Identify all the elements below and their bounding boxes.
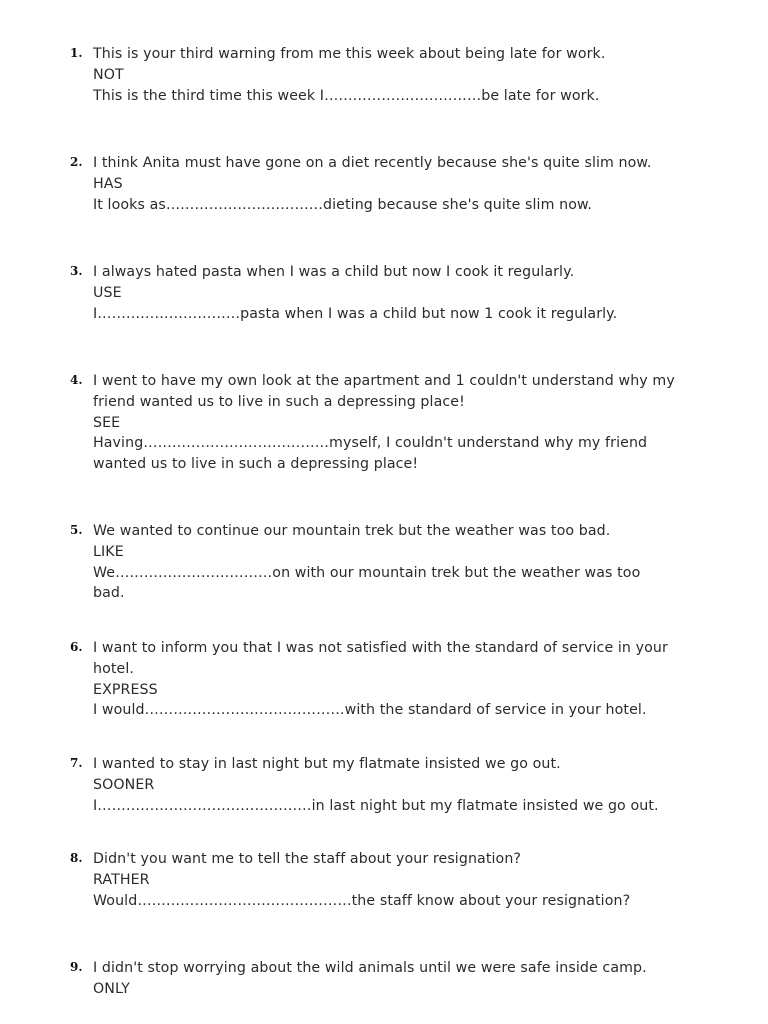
original-sentence: I want to inform you that I was not satisfied with the standard of service in your [93,640,668,656]
rewrite-sentence: I………………………………………in last night but my flatmate insisted we go out. [93,797,659,814]
item-number: 4. [70,373,83,387]
rewrite-sentence: I would……………………………………with the standard of service in your hotel. [93,702,647,719]
original-sentence: I always hated pasta when I was a child but now I cook it regularly. [93,264,575,280]
key-word: SOONER [93,776,155,793]
item-text [93,754,733,816]
rewrite-sentence: Would………………………………………the staff know about your resignation? [93,892,631,909]
rewrite-sentence: We……………………………on with our mountain trek but the weather was too [93,564,641,581]
key-word: RATHER [93,871,150,888]
original-sentence: Didn't you want me to tell the staff about your resignation? [93,851,522,867]
key-word: LIKE [93,543,124,560]
original-sentence: I didn't stop worrying about the wild animals until we were safe inside camp. [93,960,647,976]
key-word: ONLY [93,980,130,997]
original-sentence: This is your third warning from me this week about being late for work. [93,46,606,62]
rewrite-sentence-cont: wanted us to live in such a depressing place! [93,456,419,473]
item-number: 5. [70,523,83,537]
original-sentence: I wanted to stay in last night but my flatmate insisted we go out. [93,756,561,772]
key-word: USE [93,284,122,301]
item-number: 9. [70,960,83,974]
item-text [93,371,733,475]
item-number: 8. [70,851,83,865]
original-sentence-cont: friend wanted us to live in such a depressing place! [93,393,465,410]
item-text [93,262,733,324]
item-text [93,958,733,1000]
rewrite-sentence: It looks as……………………………dieting because she's quite slim now. [93,196,593,213]
original-sentence: We wanted to continue our mountain trek but the weather was too bad. [93,523,611,539]
original-sentence: I went to have my own look at the apartment and 1 couldn't understand why my [93,373,675,389]
item-text [93,849,733,911]
rewrite-sentence: I…………………………pasta when I was a child but now 1 cook it regularly. [93,305,618,322]
item-text [93,153,733,215]
key-word: NOT [93,66,124,83]
rewrite-sentence: This is the third time this week I……………………………be late for work. [93,87,600,104]
rewrite-sentence: Having…………………………………myself, I couldn't understand why my friend [93,435,648,452]
rewrite-sentence-cont: bad. [93,585,125,602]
key-word: HAS [93,175,123,192]
item-number: 2. [70,155,83,169]
item-number: 7. [70,756,83,770]
original-sentence-cont: hotel. [93,660,135,677]
key-word: EXPRESS [93,681,158,698]
item-text [93,638,733,721]
item-number: 1. [70,46,83,60]
item-text [93,44,733,106]
item-number: 3. [70,264,83,278]
item-number: 6. [70,640,83,654]
key-word: SEE [93,414,121,431]
item-text [93,521,733,604]
original-sentence: I think Anita must have gone on a diet recently because she's quite slim now. [93,155,652,171]
